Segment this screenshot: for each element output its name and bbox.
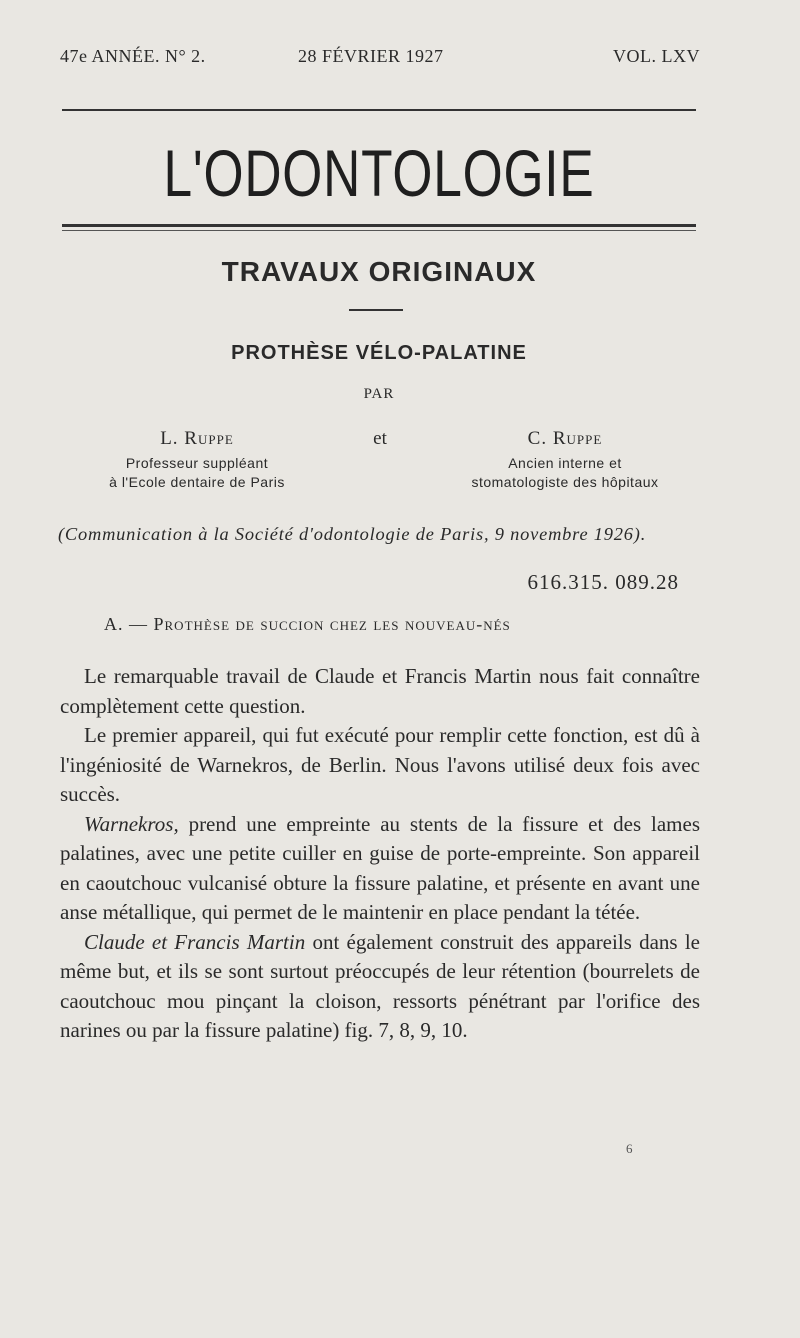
issue-date: 28 FÉVRIER 1927 xyxy=(298,46,444,66)
affiliation-line: Ancien interne et xyxy=(508,455,622,471)
author-name: L. Ruppe xyxy=(160,428,234,449)
affiliation-line: stomatologiste des hôpitaux xyxy=(471,474,659,490)
section-divider xyxy=(349,309,403,311)
masthead-top-rule xyxy=(62,109,696,111)
article-body xyxy=(60,662,700,1046)
section-title: TRAVAUX ORIGINAUX xyxy=(221,256,537,287)
masthead-bottom-rule xyxy=(62,224,696,227)
paragraph-text: Le premier appareil, qui fut exécuté pour remplir cette fonction, est dû à l'ingéniosité de Warnekros, de Berlin. Nous l'avons utilisé deux fois avec succès. xyxy=(60,723,700,806)
journal-masthead: L'ODONTOLOGIE xyxy=(163,136,595,210)
paragraph xyxy=(60,810,700,928)
affiliation-line: Professeur suppléant xyxy=(125,455,269,471)
author-block xyxy=(440,428,690,492)
volume-number: VOL. LXV xyxy=(613,46,700,66)
paragraph xyxy=(60,662,700,721)
page-mark: 6 xyxy=(626,1141,633,1156)
author-conjunction: et xyxy=(373,428,387,449)
subsection-heading xyxy=(104,614,511,635)
masthead-bottom-thin-rule xyxy=(62,230,696,231)
affiliation-line: à l'Ecole dentaire de Paris xyxy=(109,474,285,490)
author-name: C. Ruppe xyxy=(527,428,603,449)
paragraph-text: ont également construit des appareils dans le même but, et ils se sont surtout préoccupés de leur rétention (bourrelets de caoutchouc mou pinçant la cloison, ressorts pénétrant par l'orifice des narines ou par la fissure palatine) fig. 7, 8, 9, 10. xyxy=(60,929,700,1042)
paragraph-text: prend une empreinte au stents de la fissure et des lames palatines, avec une petite cuiller en guise de porte-empreinte. Son appareil en caoutchouc vulcanisé obture la fissure palatine, et présente en avant une anse métallique, qui permet de le maintenir en place pendant la tétée. xyxy=(60,811,700,924)
paragraph-text: Le remarquable travail de Claude et Francis Martin nous fait connaître complètement cette question. xyxy=(60,664,700,718)
subsection-heading-text: A. — Prothèse de succion chez les nouveau-nés xyxy=(104,614,511,634)
author-affiliation xyxy=(440,454,690,492)
byline-par: PAR xyxy=(363,386,395,402)
paragraph xyxy=(60,721,700,810)
paragraph-lead: Warnekros, xyxy=(84,811,179,836)
running-header xyxy=(60,46,700,72)
issue-number: 47e ANNÉE. N° 2. xyxy=(60,46,206,66)
classification-code: 616.315. 089.28 xyxy=(527,570,679,594)
paragraph xyxy=(60,928,700,1046)
communication-note: (Communication à la Société d'odontologie de Paris, 9 novembre 1926). xyxy=(58,524,647,544)
article-title: PROTHÈSE VÉLO-PALATINE xyxy=(231,342,527,364)
paragraph-lead: Claude et Francis Martin xyxy=(84,929,306,954)
author-affiliation xyxy=(72,454,322,492)
author-block xyxy=(72,428,322,492)
